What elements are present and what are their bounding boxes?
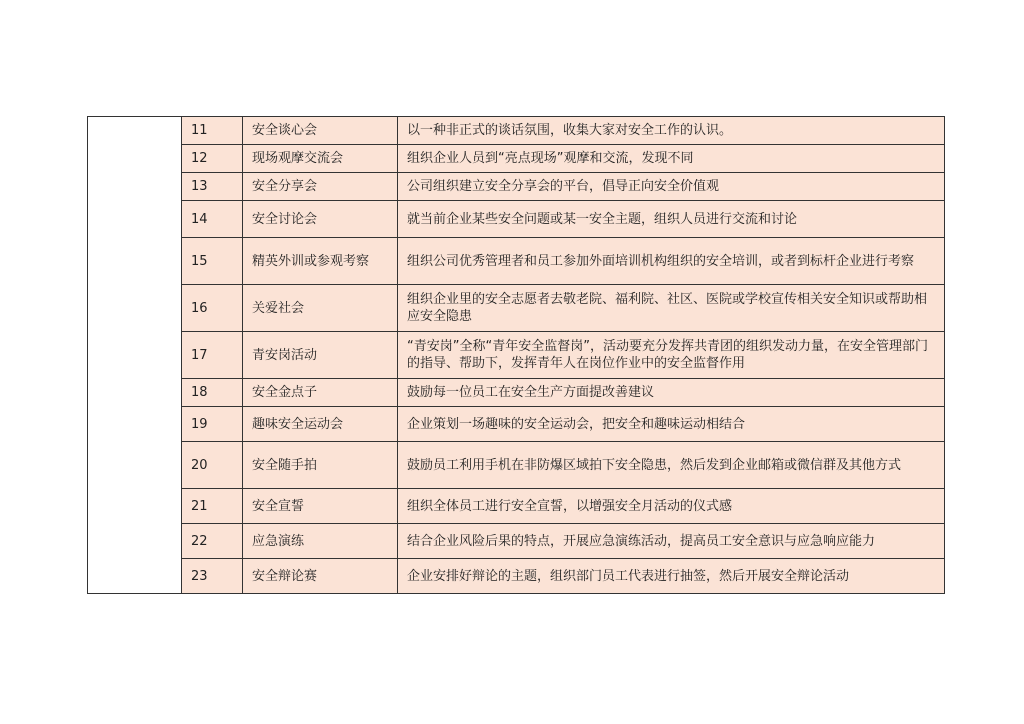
activity-description: 鼓励每一位员工在安全生产方面提改善建议 (398, 379, 945, 407)
activity-description: 企业策划一场趣味的安全运动会，把安全和趣味运动相结合 (398, 407, 945, 442)
row-number: 11 (182, 117, 243, 145)
table-row (88, 379, 945, 407)
activity-name: 安全辩论赛 (243, 559, 398, 594)
activity-description: 结合企业风险后果的特点，开展应急演练活动，提高员工安全意识与应急响应能力 (398, 524, 945, 559)
table-row (88, 145, 945, 173)
activity-name: 安全讨论会 (243, 201, 398, 238)
table-row (88, 407, 945, 442)
activity-name: 安全金点子 (243, 379, 398, 407)
row-number: 14 (182, 201, 243, 238)
activity-description: 企业安排好辩论的主题，组织部门员工代表进行抽签，然后开展安全辩论活动 (398, 559, 945, 594)
activity-description: 组织公司优秀管理者和员工参加外面培训机构组织的安全培训，或者到标杆企业进行考察 (398, 238, 945, 285)
table-row (88, 173, 945, 201)
row-number: 15 (182, 238, 243, 285)
row-number: 17 (182, 332, 243, 379)
row-number: 12 (182, 145, 243, 173)
table-row (88, 559, 945, 594)
activity-description: 组织全体员工进行安全宣誓，以增强安全月活动的仪式感 (398, 489, 945, 524)
table-row (88, 524, 945, 559)
activity-name: 安全随手拍 (243, 442, 398, 489)
table-row (88, 117, 945, 145)
table-row (88, 238, 945, 285)
activity-name: 精英外训或参观考察 (243, 238, 398, 285)
row-number: 22 (182, 524, 243, 559)
activity-description: 鼓励员工利用手机在非防爆区域拍下安全隐患，然后发到企业邮箱或微信群及其他方式 (398, 442, 945, 489)
activity-name: 青安岗活动 (243, 332, 398, 379)
row-number: 13 (182, 173, 243, 201)
activity-name: 应急演练 (243, 524, 398, 559)
row-number: 18 (182, 379, 243, 407)
table-row (88, 489, 945, 524)
table-row (88, 442, 945, 489)
activity-name: 现场观摩交流会 (243, 145, 398, 173)
row-number: 21 (182, 489, 243, 524)
row-number: 16 (182, 285, 243, 332)
activity-description: 公司组织建立安全分享会的平台，倡导正向安全价值观 (398, 173, 945, 201)
activity-name: 趣味安全运动会 (243, 407, 398, 442)
activity-name: 关爱社会 (243, 285, 398, 332)
activity-description: 以一种非正式的谈话氛围，收集大家对安全工作的认识。 (398, 117, 945, 145)
row-number: 23 (182, 559, 243, 594)
activity-table-body (88, 117, 945, 594)
activity-name: 安全分享会 (243, 173, 398, 201)
activity-name: 安全宣誓 (243, 489, 398, 524)
activity-name: 安全谈心会 (243, 117, 398, 145)
table-row (88, 332, 945, 379)
merged-category-cell (88, 117, 182, 594)
activity-description: 组织企业里的安全志愿者去敬老院、福利院、社区、医院或学校宣传相关安全知识或帮助相应安全隐患 (398, 285, 945, 332)
activity-description: “青安岗”全称“青年安全监督岗”，活动要充分发挥共青团的组织发动力量，在安全管理部门的指导、帮助下，发挥青年人在岗位作业中的安全监督作用 (398, 332, 945, 379)
row-number: 19 (182, 407, 243, 442)
activity-description: 组织企业人员到“亮点现场”观摩和交流，发现不同 (398, 145, 945, 173)
activity-table (87, 116, 945, 594)
table-row (88, 201, 945, 238)
activity-description: 就当前企业某些安全问题或某一安全主题，组织人员进行交流和讨论 (398, 201, 945, 238)
row-number: 20 (182, 442, 243, 489)
table-row (88, 285, 945, 332)
